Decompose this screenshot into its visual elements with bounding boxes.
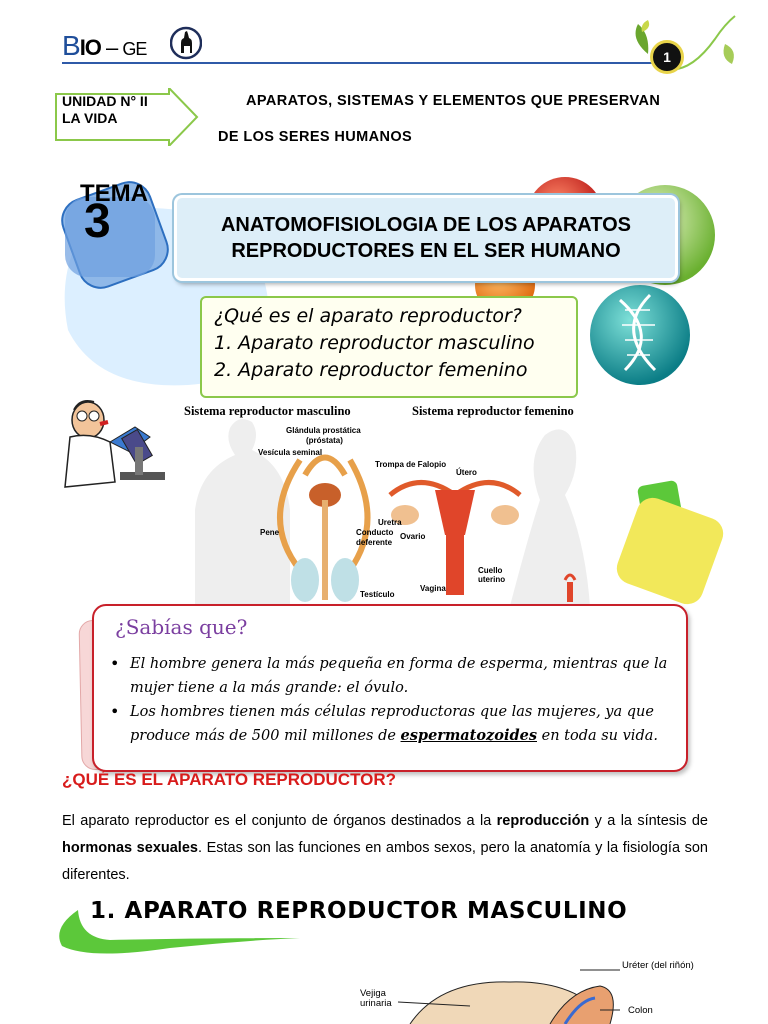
- questions-box: [200, 296, 578, 398]
- unit-title-line2: DE LOS SERES HUMANOS: [218, 129, 413, 145]
- question-item: ¿Qué es el aparato reproductor?: [214, 305, 522, 327]
- logo-initial: B: [62, 30, 80, 61]
- question-item: 1. Aparato reproductor masculino: [214, 332, 535, 354]
- label-colon: Colon: [628, 1005, 653, 1016]
- logo-ge: GE: [122, 39, 147, 59]
- list-item: [108, 652, 674, 700]
- did-you-know-title: ¿Sabías que?: [115, 615, 248, 639]
- label-prostate: Glándula prostática: [286, 426, 361, 435]
- figure-male-title: Sistema reproductor masculino: [184, 404, 351, 418]
- logo-io: IO: [79, 35, 101, 60]
- unit-label: [62, 93, 148, 127]
- label-vesicle: Vesícula seminal: [258, 448, 323, 457]
- topic-title-box: [174, 195, 678, 281]
- paragraph-text: y a la síntesis de: [589, 813, 708, 829]
- paragraph-bold: reproducción: [496, 813, 590, 829]
- paragraph-bold: hormonas sexuales: [62, 840, 198, 856]
- topic-title-line1: ANATOMOFISIOLOGIA DE LOS APARATOS: [220, 214, 631, 236]
- label-cervix: Cuello: [478, 566, 503, 575]
- header-rule: [62, 62, 662, 64]
- label-ureter: Uréter (del riñón): [622, 960, 694, 971]
- tip-emphasis: espermatozoides: [400, 727, 537, 744]
- label-duct-2: deferente: [356, 538, 393, 547]
- tema-label: TEMA: [80, 180, 148, 207]
- label-uterus: Útero: [456, 468, 477, 477]
- label-urethra: Uretra: [378, 518, 402, 527]
- label-cervix-2: uterino: [478, 575, 506, 584]
- unit-name: LA VIDA: [62, 110, 118, 126]
- question-item: 2. Aparato reproductor femenino: [214, 359, 528, 381]
- label-bladder-2: urinaria: [360, 998, 392, 1009]
- sticky-notes-decoration: [610, 478, 730, 618]
- label-fallopian: Trompa de Falopio: [375, 460, 447, 469]
- label-testicle: Testículo: [360, 590, 395, 599]
- section-title: 1. APARATO REPRODUCTOR MASCULINO: [90, 898, 628, 924]
- tema-number: 3: [84, 195, 111, 248]
- topic-title-line2: REPRODUCTORES EN EL SER HUMANO: [231, 240, 621, 262]
- figure-female-title: Sistema reproductor femenino: [412, 404, 574, 418]
- tip-text: El hombre genera la más pequeña en forma de esperma, mientras que la mujer tiene a la más grande: el óvulo.: [130, 656, 668, 696]
- page-number-badge: 1: [650, 40, 684, 74]
- label-ovary: Ovario: [400, 532, 426, 541]
- label-bladder: Vejiga: [360, 988, 386, 999]
- label-duct: Conducto: [356, 528, 394, 537]
- label-prostate-2: (próstata): [306, 436, 343, 445]
- scientist-microscope-illustration: [60, 392, 170, 497]
- list-item: [108, 700, 674, 748]
- did-you-know-list: [108, 652, 674, 748]
- brand-logo: [62, 30, 146, 62]
- label-penis: Pene: [260, 528, 280, 537]
- section-heading: ¿QUÉ ES EL APARATO REPRODUCTOR?: [62, 770, 397, 789]
- llama-logo-icon: [170, 25, 202, 61]
- unit-number: UNIDAD N° II: [62, 93, 148, 109]
- unit-title-line1: APARATOS, SISTEMAS Y ELEMENTOS QUE PRESERVAN: [246, 93, 661, 109]
- paragraph-text: . Estas son las funciones en ambos sexos, pero la anatomía y la fisiología son diferentes.: [62, 840, 708, 883]
- reproductive-systems-figure: [180, 400, 600, 606]
- tip-text: en toda su vida.: [537, 728, 658, 744]
- tip-text: Los hombres tienen más células reproductoras que las mujeres, ya que produce más de 500 mil millones de: [130, 704, 654, 744]
- logo-dash: –: [100, 35, 123, 60]
- paragraph-text: El aparato reproductor es el conjunto de órganos destinados a la: [62, 813, 497, 829]
- label-vagina: Vagina: [420, 584, 446, 593]
- body-paragraph: [62, 808, 708, 889]
